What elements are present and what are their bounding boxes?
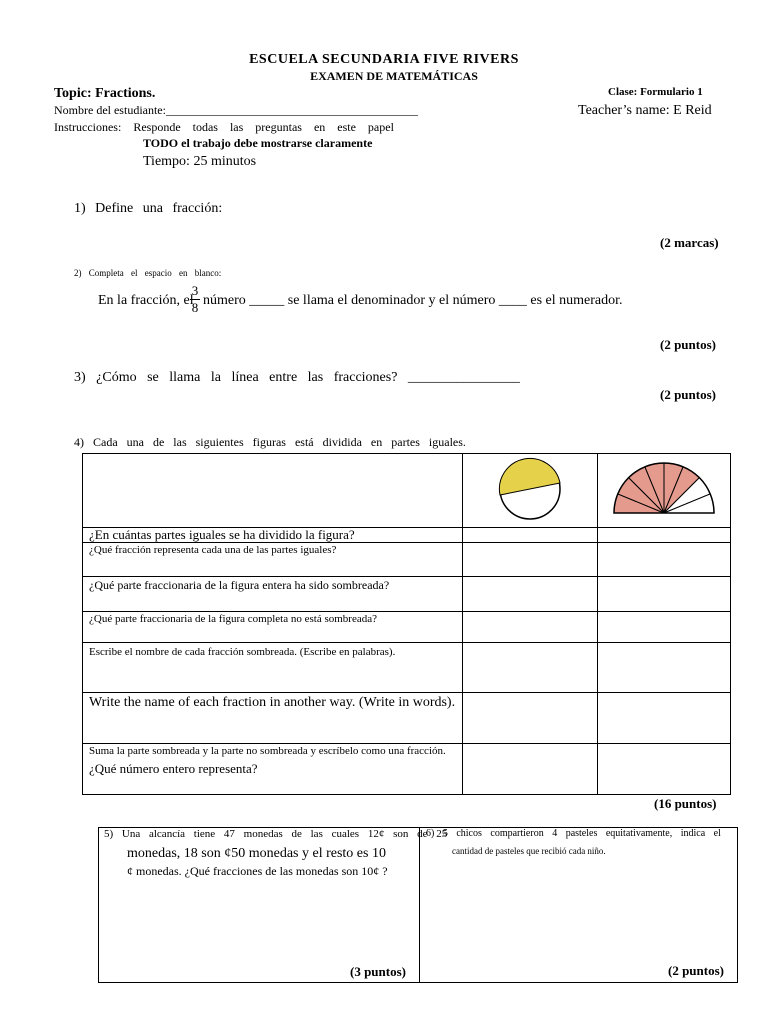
figure-circle-cell xyxy=(463,454,598,528)
answer-cell[interactable] xyxy=(598,612,731,643)
figure-semicircle-cell xyxy=(598,454,731,528)
question-5-line-3: ¢ monedas. ¿Qué fracciones de las monedas son 10¢ ? xyxy=(127,864,388,878)
fraction-numerator: 3 xyxy=(191,283,199,298)
question-6-line-1: 6) 5 chicos compartieron 4 pasteles equitativamente, indica el xyxy=(426,828,721,839)
question-2-sentence-end: número _____ se llama el denominador y el número ____ es el numerador. xyxy=(203,293,623,308)
answer-cell[interactable] xyxy=(598,744,731,795)
question-6-line-2: cantidad de pasteles que recibió cada niño. xyxy=(452,846,606,856)
answer-cell[interactable] xyxy=(598,577,731,612)
row-sum-fraction-text: Suma la parte sombreada y la parte no sombreada y escríbelo como una fracción. xyxy=(89,745,446,757)
row-unshaded-part: ¿Qué parte fraccionaria de la figura completa no está sombreada? xyxy=(83,612,463,643)
row-whole-number: ¿Qué número entero representa? xyxy=(89,761,258,776)
answer-cell[interactable] xyxy=(598,693,731,744)
half-shaded-circle-figure xyxy=(495,454,565,524)
figure-row xyxy=(83,454,731,528)
exam-title: EXAMEN DE MATEMÁTICAS xyxy=(310,69,478,83)
question-2-points: (2 puntos) xyxy=(660,337,716,352)
teacher-name: Teacher’s name: E Reid xyxy=(578,103,712,118)
question-4: 4) Cada una de las siguientes figuras está dividida en partes iguales. xyxy=(74,435,466,449)
row-name-in-words: Escribe el nombre de cada fracción sombreada. (Escribe en palabras). xyxy=(83,643,463,693)
question-3: 3) ¿Cómo se llama la línea entre las fracciones? ________________ xyxy=(74,370,520,385)
question-1: 1) Define una fracción: xyxy=(74,201,223,216)
topic: Topic: Fractions. xyxy=(54,86,156,101)
class-label: Clase: Formulario 1 xyxy=(608,86,703,98)
answer-cell[interactable] xyxy=(598,528,731,543)
question-2: 2) Completa el espacio en blanco: xyxy=(74,268,222,278)
question-5-points: (3 puntos) xyxy=(350,964,406,979)
answer-cell[interactable] xyxy=(463,528,598,543)
row-sum-fraction xyxy=(83,744,463,795)
instructions: Instrucciones: Responde todas las preguntas en este papel xyxy=(54,120,394,134)
answer-cell[interactable] xyxy=(598,543,731,577)
row-other-way: Write the name of each fraction in another way. (Write in words). xyxy=(83,693,463,744)
school-name: ESCUELA SECUNDARIA FIVE RIVERS xyxy=(249,52,519,67)
question-5-line-1: 5) Una alcancía tiene 47 monedas de las cuales 12¢ son de 25 xyxy=(104,828,448,840)
fraction-denominator: 8 xyxy=(191,300,199,315)
question-1-points: (2 marcas) xyxy=(660,235,719,250)
answer-cell[interactable] xyxy=(463,744,598,795)
row-fraction-each-part: ¿Qué fracción representa cada una de las partes iguales? xyxy=(83,543,463,577)
student-name-field[interactable]: Nombre del estudiante:__________________________________________ xyxy=(54,103,418,117)
question-5-line-2: monedas, 18 son ¢50 monedas y el resto es 10 xyxy=(127,846,386,861)
answer-cell[interactable] xyxy=(598,643,731,693)
question-2-sentence-start: En la fracción, el xyxy=(98,293,194,308)
todo-note: TODO el trabajo debe mostrarse claramente xyxy=(143,136,373,150)
semicircle-sectors-figure xyxy=(609,459,719,519)
answer-cell[interactable] xyxy=(463,577,598,612)
fraction-three-eighths xyxy=(190,284,200,315)
fractions-table xyxy=(82,453,731,795)
answer-cell[interactable] xyxy=(463,543,598,577)
question-4-points: (16 puntos) xyxy=(654,796,717,811)
answer-cell[interactable] xyxy=(463,612,598,643)
time-limit: Tiempo: 25 minutos xyxy=(143,154,257,169)
answer-cell[interactable] xyxy=(463,693,598,744)
row-parts-count: ¿En cuántas partes iguales se ha dividido la figura? xyxy=(83,528,463,543)
question-3-points: (2 puntos) xyxy=(660,387,716,402)
figure-row-label xyxy=(83,454,463,528)
answer-cell[interactable] xyxy=(463,643,598,693)
row-shaded-part: ¿Qué parte fraccionaria de la figura entera ha sido sombreada? xyxy=(83,577,463,612)
question-6-points: (2 puntos) xyxy=(668,963,724,978)
